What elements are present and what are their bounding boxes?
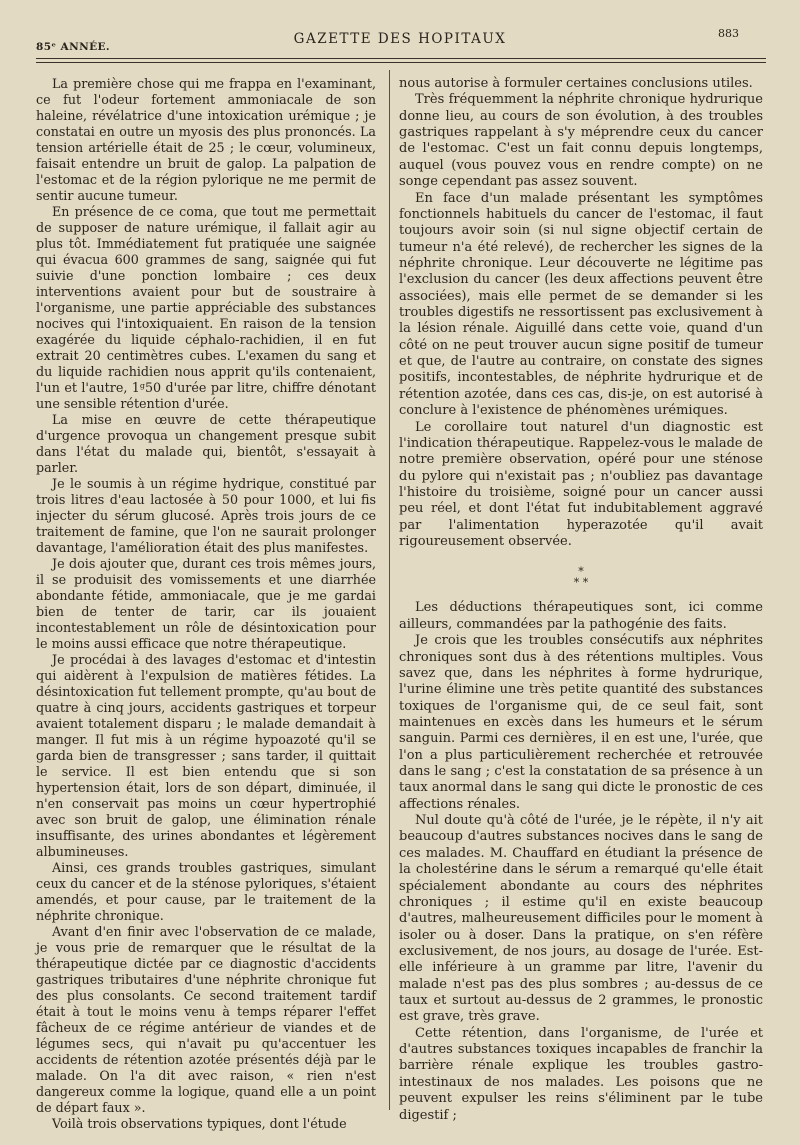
column-divider: [389, 70, 390, 1110]
paragraph: La première chose qui me frappa en l'examinant, ce fut l'odeur fortement ammoniacale de son haleine, révélatrice d'une intoxication urémique ; je constatai en outre un myosis des plus prononcés. La tension artérielle était de 25 ; le cœur, volumineux, faisait entendre un bruit de galop. La palpation de l'estomac et de la région pylorique ne me permit de sentir aucune tumeur.: [36, 76, 376, 203]
paragraph: Avant d'en finir avec l'observation de ce malade, je vous prie de remarquer que le résultat de la thérapeutique dictée par ce diagnostic d'accidents gastriques tributaires d'une néphrite chronique fut des plus consolants. Ce second traitement tardif était à tout le moins venu à temps réparer l'effet fâcheux de ce régime antérieur de viandes et de légumes secs, qui n'avait pu qu'accentuer les accidents de rétention azotée présentés déjà par le malade. On l'a dit avec raison, « rien n'est dangereux comme la logique, quand elle a un point de départ faux ».: [36, 924, 376, 1115]
left-column: [36, 76, 376, 1132]
page-header: [0, 0, 800, 70]
paragraph: Cette rétention, dans l'organisme, de l'urée et d'autres substances toxiques incapables de franchir la barrière rénale explique les troubles gastro-intestinaux de nos malades. Les poisons que ne peuvent expulser les reins s'éliminent par le tube digestif ;: [399, 1025, 763, 1123]
section-separator: [399, 566, 763, 588]
paragraph: En présence de ce coma, que tout me permettait de supposer de nature urémique, il fallait agir au plus tôt. Immédiatement fut pratiquée une saignée qui évacua 600 grammes de sang, saignée qui fut suivie d'une ponction lombaire ; ces deux interventions avaient pour but de soustraire à l'organisme, une partie appréciable des substances nocives qui l'intoxiquaient. En raison de la tension exagérée du liquide céphalo-rachidien, il en fut extrait 20 centimètres cubes. L'examen du sang et du liquide rachidien nous apprit qu'ils contenaient, l'un et l'autre, 1ᵍ50 d'urée par litre, chiffre dénotant une sensible rétention d'urée.: [36, 204, 376, 411]
paragraph: Très fréquemment la néphrite chronique hydrurique donne lieu, au cours de son évolution, à des troubles gastriques rappelant à s'y méprendre ceux du cancer de l'estomac. C'est un fait connu depuis longtemps, auquel (vous pouvez vous en rendre compte) on ne songe cependant pas assez souvent.: [399, 92, 763, 190]
paragraph: Voilà trois observations typiques, dont l'étude: [52, 1116, 347, 1131]
paragraph: Je crois que les troubles consécutifs aux néphrites chroniques sont dus à des rétentions multiples. Vous savez que, dans les néphrites à forme hydrurique, l'urine élimine une très petite quantité des substances toxiques de l'organisme qui, de ce seul fait, sont maintenues en excès dans les humeurs et le sérum sanguin. Parmi ces dernières, il en est une, l'urée, que l'on a plus particulièrement recherchée et retrouvée dans le sang ; c'est la constatation de sa présence à un taux anormal dans le sang qui dicte le pronostic de ces affections rénales.: [399, 633, 763, 812]
separator-stars: * *: [573, 576, 589, 590]
paragraph: En face d'un malade présentant les symptômes fonctionnels habituels du cancer de l'estomac, il faut toujours avoir soin (si nul signe objectif certain de tumeur n'a été relevé), de rechercher les signes de la néphrite chronique. Leur découverte ne légitime pas l'exclusion du cancer (les deux affections peuvent être associées), mais elle permet de se demander si les troubles digestifs ne ressortissent pas exclusivement à la lésion rénale. Aiguillé dans cette voie, quand d'un côté on ne peut trouver aucun signe positif de tumeur et que, de l'autre au contraire, on constate des signes positifs, incontestables, de néphrite hydrurique et de rétention azotée, dans ces cas, dis-je, on est autorisé à conclure à l'existence de phénomènes urémiques.: [399, 190, 763, 419]
paragraph: Nul doute qu'à côté de l'urée, je le répète, il n'y ait beaucoup d'autres substances nocives dans le sang de ces malades. M. Chauffard en étudiant la présence de la cholestérine dans le sérum a remarqué qu'elle était spécialement abondante au cours des néphrites chroniques ; il estime qu'il en existe beaucoup d'autres, malheureusement difficiles pour le moment à isoler ou à doser. Dans la pratique, on s'en réfère exclusivement, de nos jours, au dosage de l'urée. Est-elle inférieure à un gramme par litre, l'avenir du malade n'est pas des plus sombres ; au-dessus de ce taux et surtout au-dessus de 2 grammes, le pronostic est grave, très grave.: [399, 813, 763, 1025]
paragraph: Je dois ajouter que, durant ces trois mêmes jours, il se produisit des vomissements et une diarrhée abondante fétide, ammoniacale, que je me gardai bien de tenter de tarir, car ils jouaient incontestablement un rôle de désintoxication pour le moins aussi efficace que notre thérapeutique.: [36, 556, 376, 651]
header-rule-top: [36, 58, 766, 59]
header-rule-bottom: [36, 62, 766, 63]
paragraph: Les déductions thérapeutiques sont, ici comme ailleurs, commandées par la pathogénie des faits.: [399, 600, 763, 632]
journal-title: GAZETTE DES HOPITAUX: [293, 31, 507, 47]
page-number: 883: [718, 27, 739, 40]
right-column: [399, 76, 763, 1124]
issue-label: 85ᵉ ANNÉE.: [36, 41, 110, 53]
paragraph: Je procédai à des lavages d'estomac et d'intestin qui aidèrent à l'expulsion de matières fétides. La désintoxication fut tellement prompte, qu'au bout de quatre à cinq jours, accidents gastriques et torpeur avaient totalement disparu ; le malade demandait à manger. Il fut mis à un régime hypoazoté qu'il se garda bien de transgresser ; sans tarder, il quittait le service. Il est bien entendu que si son hypertension était, lors de son départ, diminuée, il n'en conservait pas moins un cœur hypertrophié avec son bruit de galop, une élimination rénale insuffisante, des urines abondantes et légèrement albumineuses.: [36, 652, 376, 859]
paragraph: Ainsi, ces grands troubles gastriques, simulant ceux du cancer et de la sténose pyloriques, s'étaient amendés, et pour cause, par le traitement de la néphrite chronique.: [36, 860, 376, 923]
separator-star: *: [578, 565, 584, 579]
paragraph: Le corollaire tout naturel d'un diagnostic est l'indication thérapeutique. Rappelez-vous le malade de notre première observation, opéré pour une sténose du pylore qui n'existait pas ; n'oubliez pas davantage l'histoire du troisième, soigné pour un cancer aussi peu réel, et dont l'état fut indubitablement aggravé par l'alimentation hyperazotée qu'il avait rigoureusement observée.: [399, 419, 763, 550]
paragraph-continued: nous autorise à formuler certaines conclusions utiles.: [399, 76, 753, 91]
paragraph: Je le soumis à un régime hydrique, constitué par trois litres d'eau lactosée à 50 pour 1000, et lui fis injecter du sérum glucosé. Après trois jours de ce traitement de famine, que l'on ne saurait prolonger davantage, l'amélioration était des plus manifestes.: [36, 476, 376, 555]
paragraph: La mise en œuvre de cette thérapeutique d'urgence provoqua un changement presque subit dans l'état du malade qui, bientôt, s'essayait à parler.: [36, 412, 376, 475]
